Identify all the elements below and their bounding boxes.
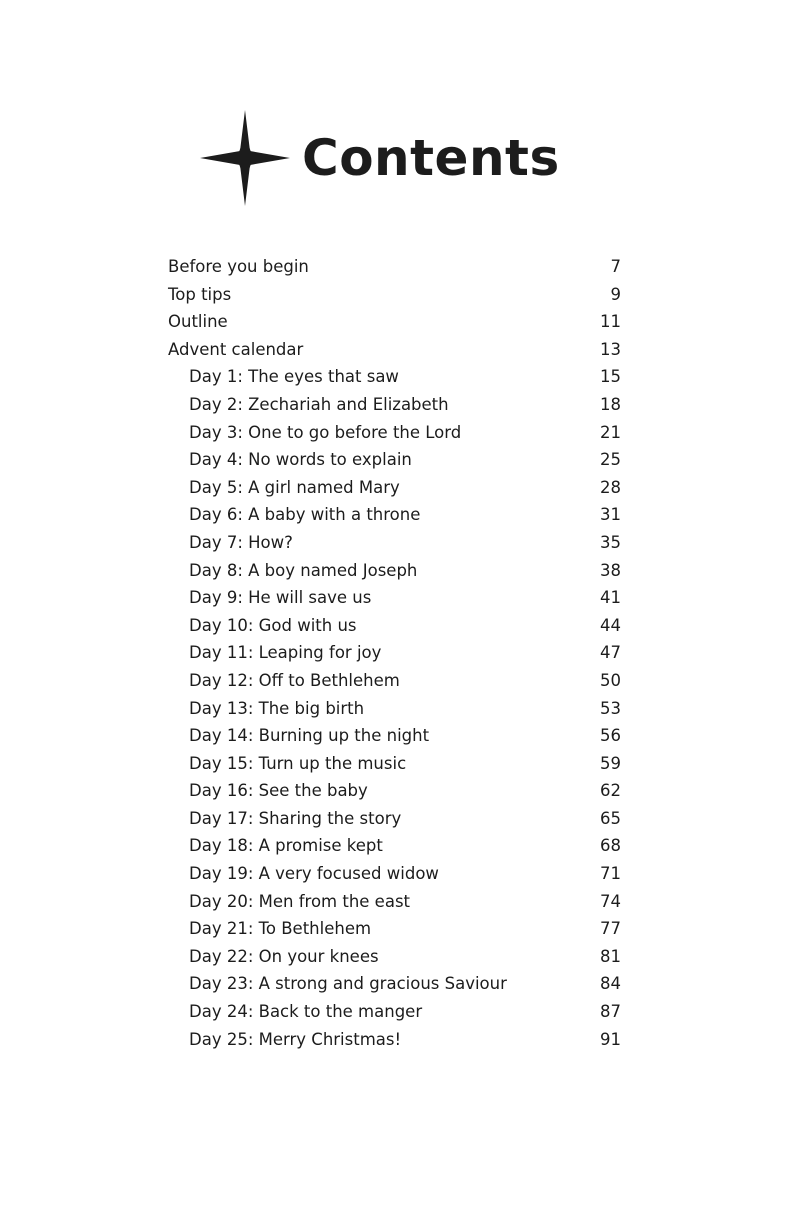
- toc-entry-title: Day 22: On your knees: [189, 946, 379, 966]
- toc-entry-title: Day 17: Sharing the story: [189, 808, 402, 828]
- toc-entry-page-number: 31: [600, 505, 621, 525]
- toc-entry-page-number: 21: [600, 422, 621, 442]
- table-of-contents: [168, 253, 621, 1053]
- toc-entry-title: Before you begin: [168, 257, 309, 276]
- toc-entry-title: Day 2: Zechariah and Elizabeth: [189, 394, 449, 414]
- toc-entry: [168, 722, 621, 750]
- toc-entry-page-number: 13: [600, 339, 621, 359]
- toc-entry-page-number: 65: [600, 808, 621, 828]
- toc-entry-title: Day 5: A girl named Mary: [189, 477, 400, 497]
- toc-entry: [168, 860, 621, 888]
- toc-entry: [168, 391, 621, 419]
- toc-entry-page-number: 35: [600, 532, 621, 552]
- toc-entry: [168, 253, 621, 281]
- toc-entry: [168, 474, 621, 502]
- toc-entry: [168, 805, 621, 833]
- toc-entry-page-number: 91: [600, 1029, 621, 1049]
- toc-entry-page-number: 71: [600, 864, 621, 884]
- toc-entry-title: Advent calendar: [168, 339, 304, 359]
- toc-entry: [168, 446, 621, 474]
- toc-entry-title: Top tips: [168, 284, 232, 304]
- toc-entry: [168, 419, 621, 447]
- toc-entry-title: Day 10: God with us: [189, 615, 357, 635]
- toc-entry: [168, 943, 621, 971]
- toc-entry-title: Day 4: No words to explain: [189, 450, 412, 470]
- toc-entry: [168, 612, 621, 640]
- toc-entry-title: Day 18: A promise kept: [189, 836, 383, 856]
- toc-entry: [168, 557, 621, 585]
- toc-entry-page-number: 18: [600, 394, 621, 414]
- toc-entry-page-number: 9: [610, 284, 621, 304]
- toc-entry: [168, 529, 621, 557]
- toc-entry-page-number: 25: [600, 450, 621, 470]
- toc-entry-page-number: 59: [600, 753, 621, 773]
- toc-entry: [168, 308, 621, 336]
- toc-entry: [168, 998, 621, 1026]
- toc-entry-title: Day 8: A boy named Joseph: [189, 560, 418, 580]
- toc-entry-page-number: 68: [600, 836, 621, 856]
- page-title: Contents: [302, 129, 560, 187]
- four-point-star-icon: [200, 110, 290, 206]
- toc-entry: [168, 970, 621, 998]
- toc-entry-page-number: 84: [600, 974, 621, 994]
- toc-entry: [168, 915, 621, 943]
- toc-entry-title: Day 23: A strong and gracious Saviour: [189, 974, 507, 994]
- toc-entry-page-number: 41: [600, 588, 621, 608]
- toc-entry: [168, 501, 621, 529]
- toc-entry-title: Day 21: To Bethlehem: [189, 919, 372, 939]
- toc-entry-title: Day 19: A very focused widow: [189, 864, 439, 884]
- toc-entry-title: Day 12: Off to Bethlehem: [189, 670, 400, 690]
- toc-entry-page-number: 7: [610, 257, 621, 276]
- toc-entry: [168, 281, 621, 309]
- toc-entry-page-number: 38: [600, 560, 621, 580]
- toc-entry: [168, 832, 621, 860]
- toc-entry-page-number: 77: [600, 919, 621, 939]
- toc-entry-title: Day 24: Back to the manger: [189, 1002, 423, 1022]
- toc-entry-title: Day 7: How?: [189, 532, 293, 552]
- toc-entry-title: Day 15: Turn up the music: [189, 753, 407, 773]
- toc-entry-page-number: 53: [600, 698, 621, 718]
- toc-entry-title: Day 1: The eyes that saw: [189, 367, 399, 387]
- toc-entry-title: Day 6: A baby with a throne: [189, 505, 421, 525]
- toc-entry-page-number: 62: [600, 781, 621, 801]
- toc-entry-title: Day 20: Men from the east: [189, 891, 411, 911]
- toc-entry-title: Day 3: One to go before the Lord: [189, 422, 462, 442]
- toc-entry-page-number: 81: [600, 946, 621, 966]
- toc-entry: [168, 336, 621, 364]
- toc-entry: [168, 584, 621, 612]
- toc-entry-page-number: 74: [600, 891, 621, 911]
- toc-entry-page-number: 47: [600, 643, 621, 663]
- toc-entry: [168, 750, 621, 778]
- toc-entry-title: Day 25: Merry Christmas!: [189, 1029, 402, 1049]
- toc-entry-page-number: 56: [600, 726, 621, 746]
- toc-entry: [168, 888, 621, 916]
- page-header: [200, 108, 560, 208]
- toc-entry: [168, 777, 621, 805]
- toc-entry-page-number: 87: [600, 1002, 621, 1022]
- toc-entry-title: Day 9: He will save us: [189, 588, 372, 608]
- toc-entry-title: Day 11: Leaping for joy: [189, 643, 382, 663]
- toc-entry: [168, 363, 621, 391]
- toc-entry: [168, 695, 621, 723]
- toc-entry-page-number: 50: [600, 670, 621, 690]
- toc-entry: [168, 1026, 621, 1054]
- toc-entry-title: Day 16: See the baby: [189, 781, 368, 801]
- toc-entry-title: Day 14: Burning up the night: [189, 726, 430, 746]
- toc-entry-page-number: 15: [600, 367, 621, 387]
- toc-entry: [168, 639, 621, 667]
- toc-entry-title: Day 13: The big birth: [189, 698, 365, 718]
- toc-entry-title: Outline: [168, 312, 228, 332]
- toc-entry-page-number: 11: [600, 312, 621, 332]
- toc-entry: [168, 667, 621, 695]
- toc-entry-page-number: 28: [600, 477, 621, 497]
- toc-entry-page-number: 44: [600, 615, 621, 635]
